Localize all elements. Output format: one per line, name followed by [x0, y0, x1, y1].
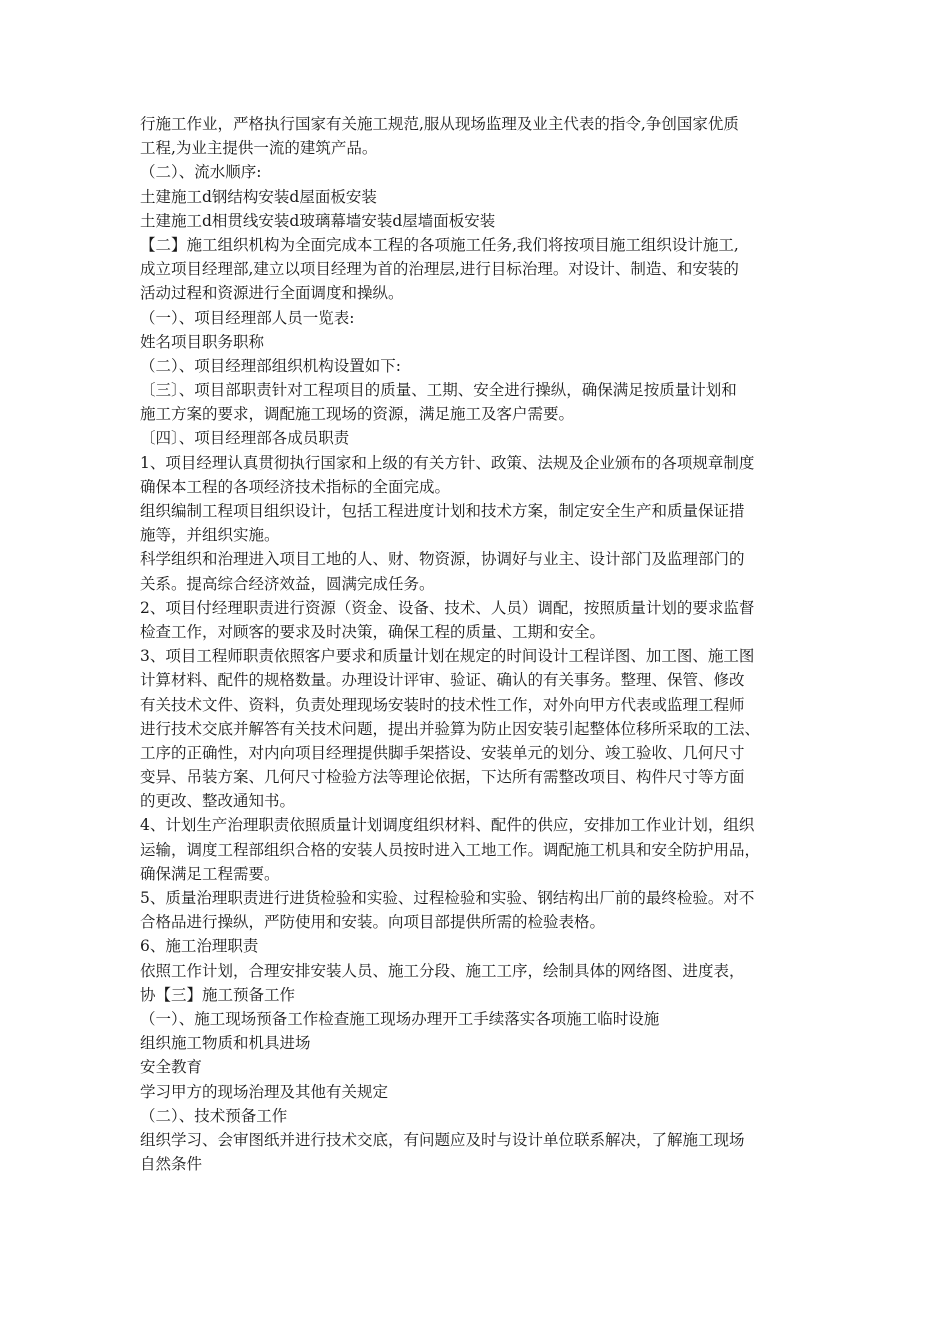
text-line: （二）、流水顺序: [140, 163, 262, 182]
text-line: 土建施工d钢结构安装d屋面板安装 [140, 187, 377, 206]
text-line: 工程,为业主提供一流的建筑产品。 [140, 139, 378, 158]
text-line: 6、施工治理职责 [140, 937, 259, 956]
text-line: 〔三〕、项目部职责针对工程项目的质量、工期、安全进行操纵，确保满足按质量计划和 [140, 381, 737, 400]
text-line: （二）、项目经理部组织机构设置如下: [140, 356, 401, 375]
text-line: 依照工作计划，合理安排安装人员、施工分段、施工工序，绘制具体的网络图、进度表， [140, 961, 745, 980]
text-line: 成立项目经理部,建立以项目经理为首的治理层,进行目标治理。对设计、制造、和安装的 [140, 260, 739, 279]
text-line: 计算材料、配件的规格数量。办理设计评审、验证、确认的有关事务。整理、保管、修改 [140, 671, 745, 690]
text-line: 土建施工d相贯线安装d玻璃幕墙安装d屋墙面板安装 [140, 211, 496, 230]
text-line: 【二】施工组织机构为全面完成本工程的各项施工任务,我们将按项目施工组织设计施工, [140, 235, 739, 254]
text-line: 5、质量治理职责进行进货检验和实验、过程检验和实验、钢结构出厂前的最终检验。对不 [140, 889, 755, 907]
text-line: 3、项目工程师职责依照客户要求和质量计划在规定的时间设计工程详图、加工图、施工图 [140, 647, 755, 666]
text-line: 确保满足工程需要。 [140, 864, 280, 883]
text-line: 变异、吊装方案、几何尺寸检验方法等理论依据，下达所有需整改项目、构件尺寸等方面 [140, 768, 745, 787]
text-line: 组织施工物质和机具进场 [140, 1034, 311, 1053]
text-line: （一）、施工现场预备工作检查施工现场办理开工手续落实各项施工临时设施 [140, 1009, 660, 1028]
text-line: 〔四〕、项目经理部各成员职责 [140, 429, 350, 448]
text-line: 协【三】施工预备工作 [140, 985, 296, 1004]
text-line: 的更改、整改通知书。 [140, 792, 296, 811]
text-line: 组织编制工程项目组织设计，包括工程进度计划和技术方案，制定安全生产和质量保证措 [140, 502, 745, 520]
text-line: 安全教育 [140, 1058, 203, 1077]
text-line: 有关技术文件、资料，负责处理现场安装时的技术性工作，对外向甲方代表或监理工程师 [140, 695, 745, 714]
text-line: 确保本工程的各项经济技术指标的全面完成。 [140, 477, 451, 496]
text-line: 工序的正确性，对内向项目经理提供脚手架搭设、安装单元的划分、竣工验收、几何尺寸 [140, 743, 745, 762]
document-body [140, 112, 840, 1176]
text-line: 1、项目经理认真贯彻执行国家和上级的有关方针、政策、法规及企业颁布的各项规章制度 [140, 453, 755, 472]
text-line: 施等，并组织实施。 [140, 526, 280, 545]
text-line: 自然条件 [140, 1155, 203, 1174]
text-line: 行施工作业，严格执行国家有关施工规范,服从现场监理及业主代表的指令,争创国家优质 [140, 115, 739, 133]
text-line: 检查工作，对顾客的要求及时决策，确保工程的质量、工期和安全。 [140, 622, 606, 641]
text-line: 关系。提高综合经济效益，圆满完成任务。 [140, 574, 435, 593]
text-line: 合格品进行操纵，严防使用和安装。向项目部提供所需的检验表格。 [140, 913, 606, 932]
text-line: 4、计划生产治理职责依照质量计划调度组织材料、配件的供应，安排加工作业计划，组织 [140, 816, 755, 835]
text-line: 组织学习、会审图纸并进行技术交底，有问题应及时与设计单位联系解决，了解施工现场 [140, 1130, 745, 1149]
text-line: 学习甲方的现场治理及其他有关规定 [140, 1082, 389, 1101]
text-line: 进行技术交底并解答有关技术问题，提出并验算为防止因安装引起整体位移所采取的工法、 [140, 719, 761, 738]
text-line: 科学组织和治理进入项目工地的人、财、物资源，协调好与业主、设计部门及监理部门的 [140, 550, 745, 569]
text-line: 姓名项目职务职称 [140, 332, 265, 351]
text-line: （一）、项目经理部人员一览表: [140, 308, 355, 327]
text-line: （二）、技术预备工作 [140, 1106, 288, 1125]
text-line: 2、项目付经理职责进行资源（资金、设备、技术、人员）调配，按照质量计划的要求监督 [140, 598, 755, 617]
text-line: 施工方案的要求，调配施工现场的资源，满足施工及客户需要。 [140, 405, 575, 424]
text-line: 运输，调度工程部组织合格的安装人员按时进入工地工作。调配施工机具和安全防护用品， [140, 840, 761, 859]
text-line: 活动过程和资源进行全面调度和操纵。 [140, 284, 404, 303]
